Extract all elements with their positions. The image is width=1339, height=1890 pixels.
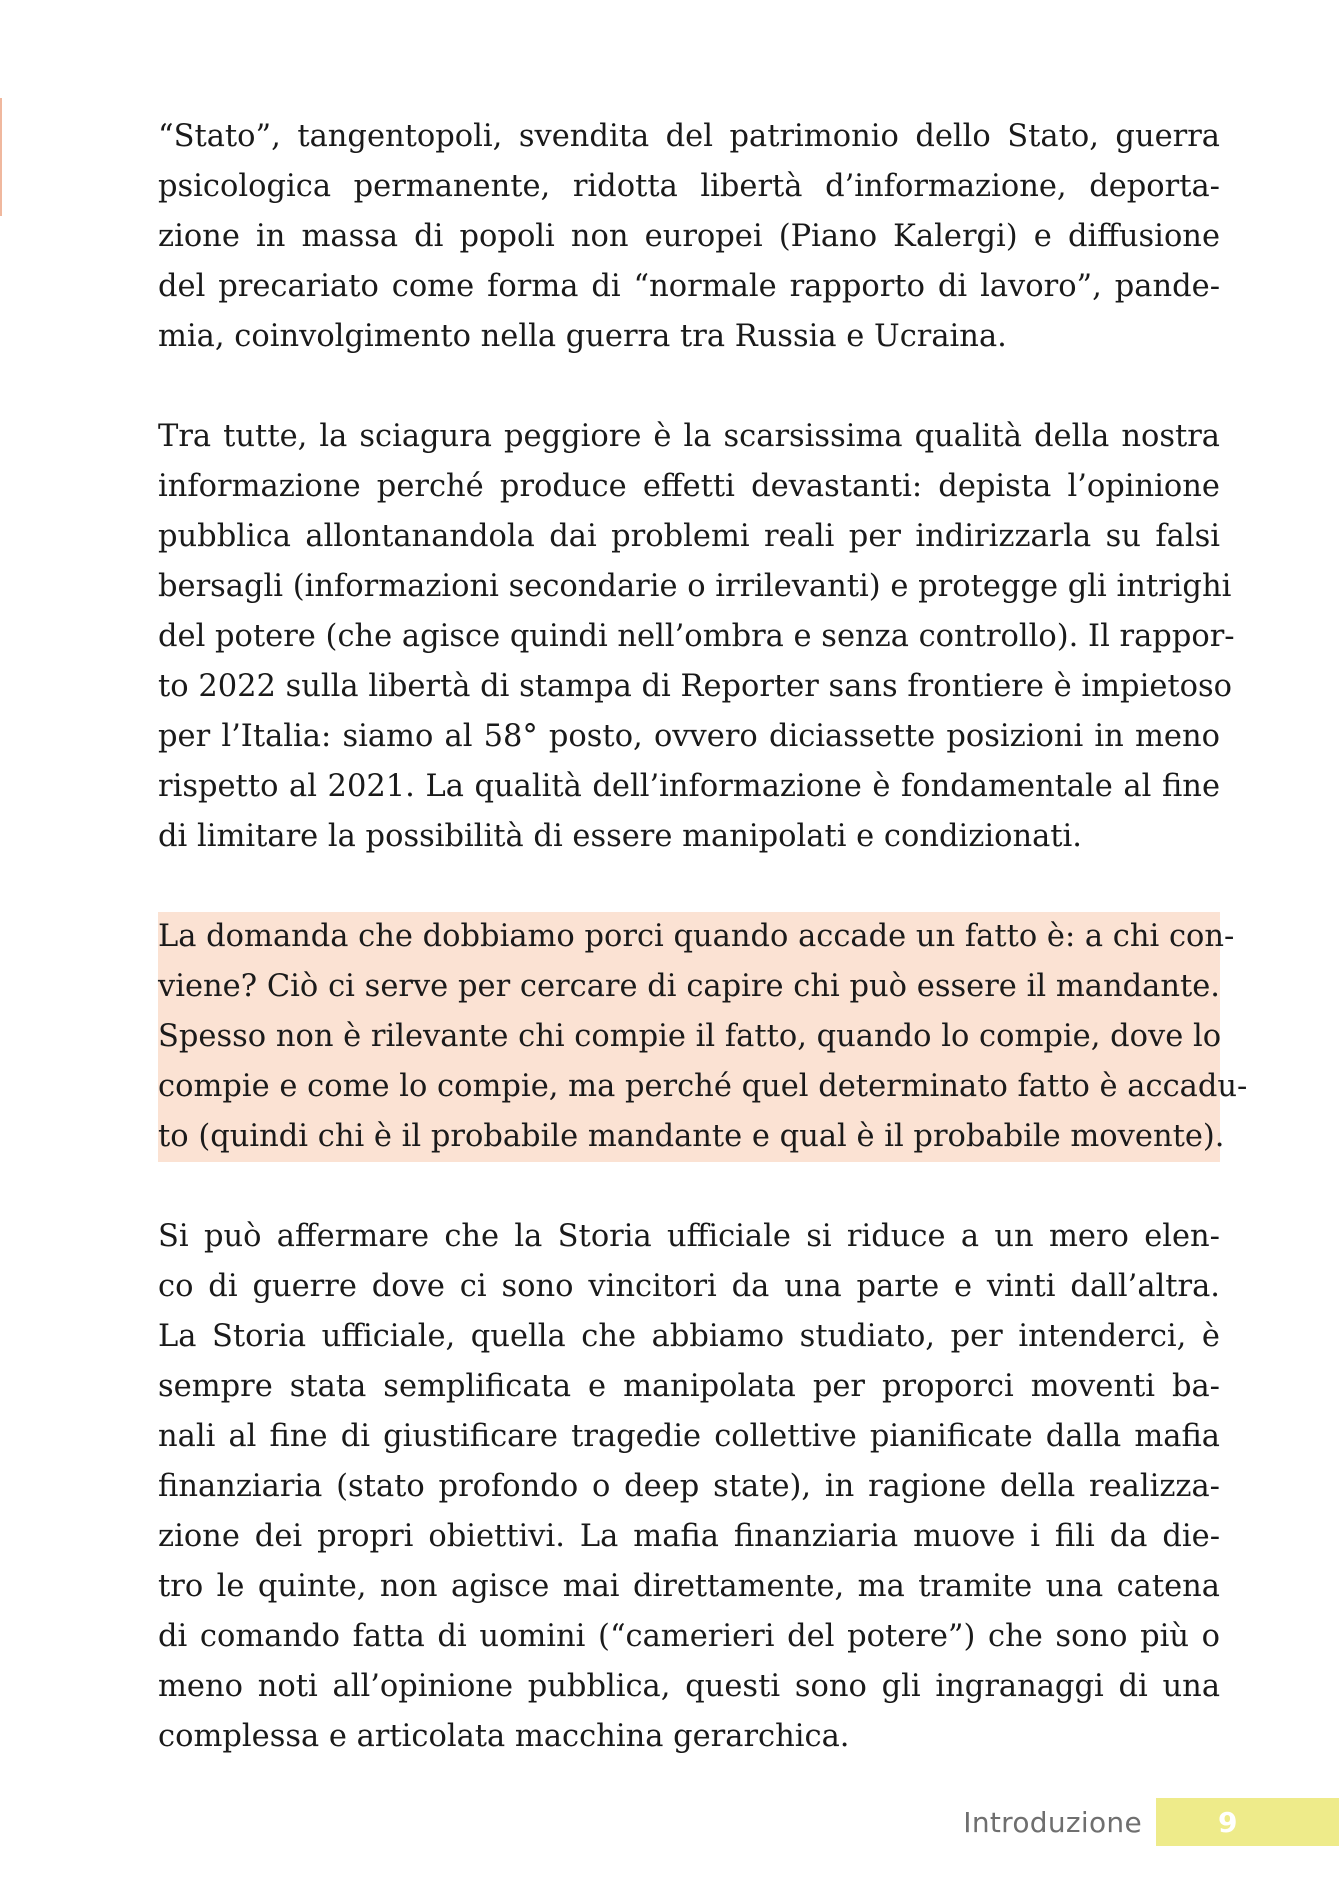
- text-line: del potere (che agisce quindi nell’ombra e senza controllo). Il rappor-: [158, 619, 1235, 654]
- text-line: meno noti all’opinione pubblica, questi sono gli ingranaggi di una: [158, 1669, 1220, 1704]
- highlighted-paragraph: [158, 912, 1248, 1162]
- page-body: [158, 112, 1248, 1762]
- text-line: psicologica permanente, ridotta libertà d’informazione, deporta-: [158, 169, 1220, 204]
- text-line: sempre stata semplificata e manipolata per proporci moventi ba-: [158, 1369, 1220, 1404]
- text-line: di comando fatta di uomini (“camerieri del potere”) che sono più o: [158, 1619, 1220, 1654]
- text-line: viene? Ciò ci serve per cercare di capire chi può essere il mandante.: [158, 969, 1220, 1004]
- text-line: La domanda che dobbiamo porci quando accade un fatto è: a chi con-: [158, 919, 1235, 954]
- text-line: del precariato come forma di “normale rapporto di lavoro”, pande-: [158, 269, 1220, 304]
- text-line: Si può affermare che la Storia ufficiale si riduce a un mero elen-: [158, 1219, 1220, 1254]
- text-line: di limitare la possibilità di essere manipolati e condizionati.: [158, 819, 1082, 854]
- text-line: informazione perché produce effetti devastanti: depista l’opinione: [158, 469, 1220, 504]
- text-line: mia, coinvolgimento nella guerra tra Russia e Ucraina.: [158, 319, 1007, 354]
- page-number: 9: [1218, 1805, 1238, 1839]
- text-line: nali al fine di giustificare tragedie collettive pianificate dalla mafia: [158, 1419, 1220, 1454]
- section-label: Introduzione: [963, 1805, 1142, 1839]
- page-footer: [963, 1798, 1339, 1846]
- text-line: tro le quinte, non agisce mai direttamente, ma tramite una catena: [158, 1569, 1220, 1604]
- paragraph-4: [158, 1212, 1220, 1762]
- text-line: compie e come lo compie, ma perché quel determinato fatto è accadu-: [158, 1069, 1248, 1104]
- page-number-box: [1156, 1798, 1339, 1846]
- page-edge-mark: [0, 98, 2, 216]
- text-line: rispetto al 2021. La qualità dell’informazione è fondamentale al fine: [158, 769, 1220, 804]
- text-line: co di guerre dove ci sono vincitori da una parte e vinti dall’altra.: [158, 1269, 1220, 1304]
- text-line: bersagli (informazioni secondarie o irrilevanti) e protegge gli intrighi: [158, 569, 1232, 604]
- text-line: complessa e articolata macchina gerarchica.: [158, 1719, 850, 1754]
- text-line: Spesso non è rilevante chi compie il fatto, quando lo compie, dove lo: [158, 1019, 1222, 1054]
- text-line: zione dei propri obiettivi. La mafia finanziaria muove i fili da die-: [158, 1519, 1220, 1554]
- text-line: pubblica allontanandola dai problemi reali per indirizzarla su falsi: [158, 519, 1220, 554]
- paragraph-2: [158, 412, 1235, 862]
- text-line: to (quindi chi è il probabile mandante e qual è il probabile movente).: [158, 1119, 1225, 1154]
- text-line: Tra tutte, la sciagura peggiore è la scarsissima qualità della nostra: [158, 419, 1220, 454]
- text-line: to 2022 sulla libertà di stampa di Reporter sans frontiere è impietoso: [158, 669, 1233, 704]
- text-line: “Stato”, tangentopoli, svendita del patrimonio dello Stato, guerra: [158, 119, 1220, 154]
- text-line: finanziaria (stato profondo o deep state), in ragione della realizza-: [158, 1469, 1220, 1504]
- text-line: La Storia ufficiale, quella che abbiamo studiato, per intenderci, è: [158, 1319, 1220, 1354]
- paragraph-1: [158, 112, 1220, 362]
- text-line: zione in massa di popoli non europei (Piano Kalergi) e diffusione: [158, 219, 1220, 254]
- text-line: per l’Italia: siamo al 58° posto, ovvero diciassette posizioni in meno: [158, 719, 1220, 754]
